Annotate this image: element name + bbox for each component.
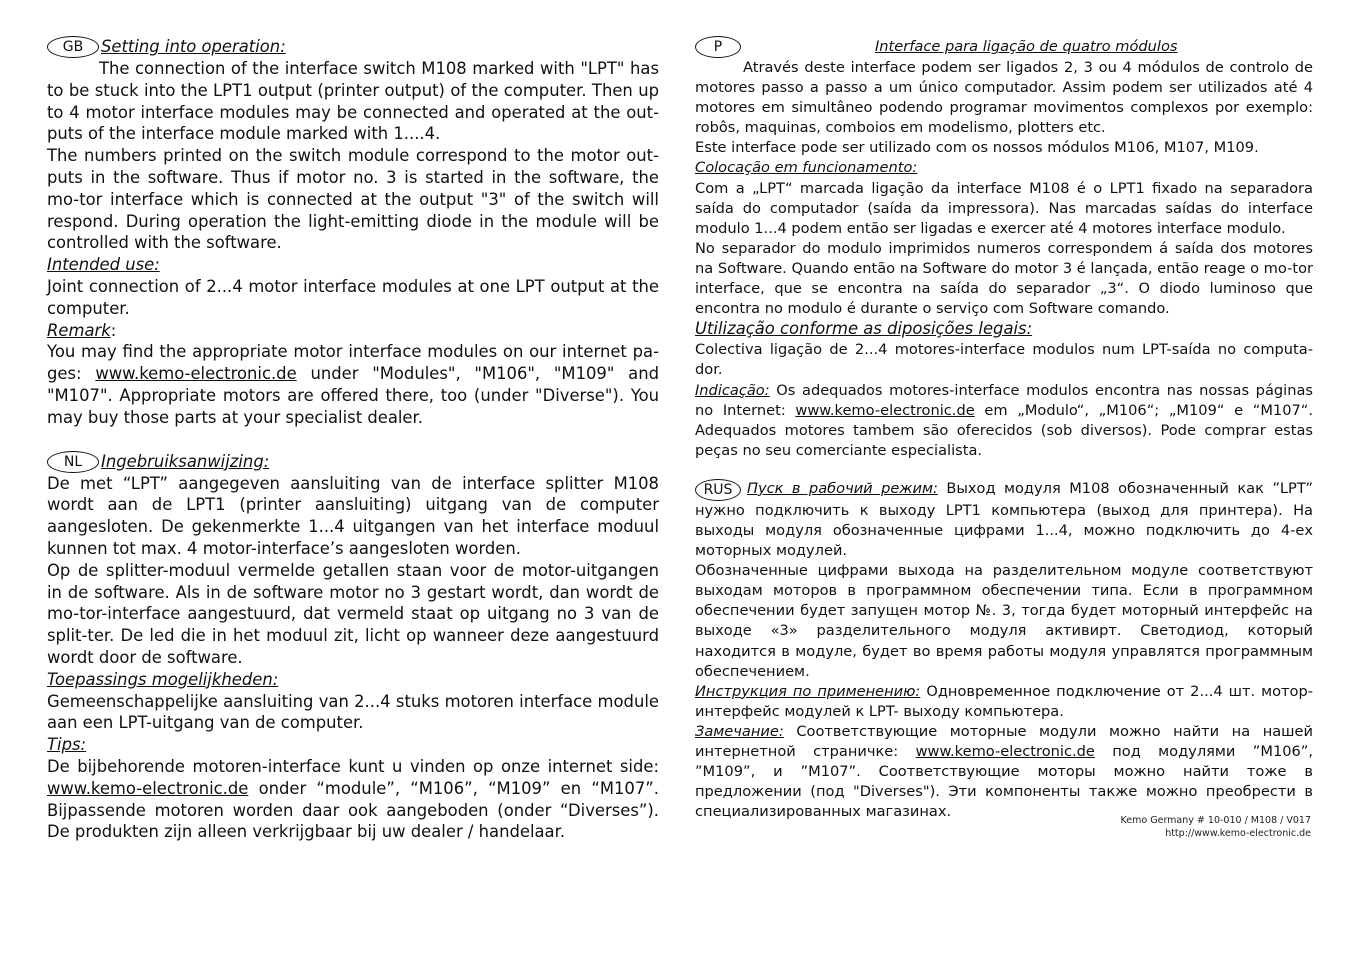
gb-p1-text: The connection of the interface switch M108 marked with "LPT" has to be stuck into the LPT1 output (printer output) of the computer. Then up to 4 motor interface modules may be connected and operated at the out-puts of the interface module marked with 1....4. bbox=[47, 59, 659, 144]
rus-use bbox=[695, 682, 1313, 722]
nl-tips-pre: De bijbehorende motoren-interface kunt u vinden op onze internet side: bbox=[47, 756, 659, 776]
gb-heading-line bbox=[47, 36, 659, 58]
rus-note-pre: Соответствующие моторные модули можно найти на нашей интернетной страничке: bbox=[695, 722, 1313, 760]
gb-remark-colon: : bbox=[110, 320, 117, 340]
gb-intended-text: Joint connection of 2...4 motor interface modules at one LPT output at the computer. bbox=[47, 276, 659, 318]
pt-paragraph-1 bbox=[695, 58, 1313, 138]
language-badge-rus: RUS bbox=[695, 479, 741, 501]
nl-paragraph-2: Op de splitter-moduul vermelde getallen staan voor de motor-uitgangen in de software. Als in de software motor no 3 gestart wordt, dan wordt de mo-tor-interface aangestuurd, dat vermeld staat op uitgang no 3 van de split-ter. De led die in het moduul zit, licht op wanneer deze aangestuurd wordt door de software. bbox=[47, 560, 659, 667]
right-column bbox=[695, 36, 1313, 840]
rus-p1-text: Выход модуля M108 обозначенный как ”LPT” нужно подключить к выходу LPT1 компьютера (выход для принтера). На выходы модуля обозначенные цифрами 1...4, можно подключить до 4-ех моторных модулей. bbox=[695, 479, 1313, 560]
nl-tips-text bbox=[47, 756, 659, 843]
rus-note-post: под модулями ”M106”, ”M109”, и ”M107”. Соответствующие моторы можно найти тоже в предложении (под "Diverses"). Эти компоненты также можно преобрести в специализированных магазинах. bbox=[695, 743, 1313, 821]
rus-website-link[interactable]: www.kemo-electronic.de bbox=[915, 743, 1095, 760]
pt-website-link[interactable]: www.kemo-electronic.de bbox=[795, 401, 975, 419]
pt-p1-text: Através deste interface podem ser ligados 2, 3 ou 4 módulos de controlo de motores passo a passo a um único computador. Assim podem ser utilizados até 4 motores em simultâneo podendo programar movimentos complexos por exemplo: robôs, maquinas, comboios em modelismo, plotters etc. bbox=[695, 59, 1313, 137]
gb-remark-text bbox=[47, 341, 659, 428]
rus-heading: Пуск в рабочий режим: bbox=[747, 479, 938, 497]
language-badge-nl: NL bbox=[47, 451, 99, 473]
pt-legal-heading-text: Utilização conforme as diposições legais: bbox=[695, 319, 1033, 339]
gb-remark-heading bbox=[47, 320, 659, 342]
pt-note-post: em „Modulo“, „M106“; „M109“ e “M107“. Adequados motores tambem são oferecidos (sob diversos). Pode comprar estas peças no seu comerciante especialista. bbox=[695, 401, 1313, 459]
pt-op-text-2: No separador do modulo imprimidos numeros correspondem á saída dos motores na Software. Quando então na Software do motor 3 é lançada, então reage o mo-tor interface, que se encontra na saída do separador „3“. O diodo luminoso que encontra no modulo é durante o serviço com Software comando. bbox=[695, 239, 1313, 318]
nl-use-heading-text: Toepassings mogelijkheden: bbox=[47, 669, 279, 689]
nl-website-link[interactable]: www.kemo-electronic.de bbox=[47, 778, 249, 798]
gb-remark-post: under "Modules", "M106", "M109" and "M107". Appropriate motors are offered there, too (under "Diverse"). You may buy those parts at your specialist dealer. bbox=[47, 364, 659, 427]
section-gb bbox=[47, 36, 659, 429]
rus-use-text: Одновременное подключение от 2...4 шт. мотор-интерфейс модулей к LPT- выходу компьютера. bbox=[695, 682, 1314, 720]
rus-paragraph-1 bbox=[695, 479, 1313, 561]
left-column bbox=[47, 36, 659, 843]
language-badge-p: P bbox=[695, 36, 741, 58]
gb-remark-heading-text: Remark bbox=[47, 320, 111, 340]
section-pt bbox=[695, 36, 1313, 461]
pt-heading-line bbox=[695, 36, 1313, 58]
pt-paragraph-2: Este interface pode ser utilizado com os nossos módulos M106, M107, M109. bbox=[695, 139, 1259, 157]
pt-op-heading-text: Colocação em funcionamento: bbox=[695, 159, 918, 177]
footer-website: http://www.kemo-electronic.de bbox=[1165, 828, 1311, 840]
pt-op-text-1: Com a „LPT“ marcada ligação da interface M108 é o LPT1 fixado na separadora saída do computador (saída da impressora). Nas marcadas saídas do interface modulo 1...4 podem então ser ligadas e exercer até 4 motores interface modulo. bbox=[695, 179, 1313, 237]
pt-note bbox=[695, 381, 1313, 461]
pt-legal-text: Colectiva ligação de 2...4 motores-interface modulos num LPT-saída no computa-dor. bbox=[695, 341, 1313, 379]
nl-tips-post: onder “module”, “M106”, “M109” en “M107”. Bijpassende motoren worden daar ook aangeboden (onder “Diverses”). De produkten zijn alleen verkrijgbaar bij uw dealer / handelaar. bbox=[47, 778, 659, 842]
section-nl bbox=[47, 451, 659, 844]
gb-heading: Setting into operation: bbox=[101, 37, 286, 56]
gb-paragraph-2: The numbers printed on the switch module correspond to the motor out-puts in the software. Thus if motor no. 3 is started in the software, the mo-tor interface which is connected at the output "3" of the switch will respond. During operation the light-emitting diode in the module will be controlled with the software. bbox=[47, 146, 659, 253]
nl-tips-heading-text: Tips: bbox=[47, 735, 87, 755]
gb-remark-pre: You may find the appropriate motor interface modules on our internet pa-ges: bbox=[47, 342, 659, 384]
nl-use-text: Gemeenschappelijke aansluiting van 2...4 stuks motoren interface module aan een LPT-uitgang van de computer. bbox=[47, 691, 659, 733]
rus-note-heading: Замечание: bbox=[695, 722, 784, 740]
gb-website-link[interactable]: www.kemo-electronic.de bbox=[95, 364, 297, 384]
nl-paragraph-1: De met “LPT” aangegeven aansluiting van de interface splitter M108 wordt aan de LPT1 (printer aansluiting) uitgang van de computer aangesloten. De gekenmerkte 1...4 uitgangen van het interface moduul kunnen tot max. 4 motor-interface’s aangesloten worden. bbox=[47, 473, 659, 558]
pt-op-heading bbox=[695, 158, 1313, 178]
nl-tips-heading bbox=[47, 734, 659, 756]
rus-note bbox=[695, 722, 1313, 822]
nl-heading: Ingebruiksanwijzing: bbox=[101, 451, 270, 471]
pt-title: Interface para ligação de quatro módulos bbox=[875, 38, 1178, 55]
pt-note-pre: Os adequados motores-interface modulos encontra nas nossas páginas no Internet: bbox=[695, 381, 1313, 419]
pt-note-heading: Indicação: bbox=[695, 381, 770, 399]
section-rus bbox=[695, 479, 1313, 823]
rus-use-heading: Инструкция по применению: bbox=[695, 682, 921, 700]
gb-intended-heading bbox=[47, 254, 659, 276]
gb-intended-heading-text: Intended use: bbox=[47, 255, 160, 275]
nl-heading-line bbox=[47, 451, 659, 473]
language-badge-gb: GB bbox=[47, 36, 99, 58]
pt-legal-heading bbox=[695, 319, 1313, 340]
nl-use-heading bbox=[47, 669, 659, 691]
rus-paragraph-2: Обозначенные цифрами выхода на разделительном модуле соответствуют выходам моторов в программном обеспечении типа. Если в программном обеспечении будет запущен мотор №. 3, тогда будет моторный интерфейс на выходе «3» разделительного модуля активирт. Светодиод, который находится в модуле, будет во время работы модуля управлятся программным обеспечением. bbox=[695, 562, 1313, 680]
gb-paragraph-1 bbox=[47, 58, 659, 145]
footer-product-code: Kemo Germany # 10-010 / M108 / V017 bbox=[1120, 815, 1311, 827]
